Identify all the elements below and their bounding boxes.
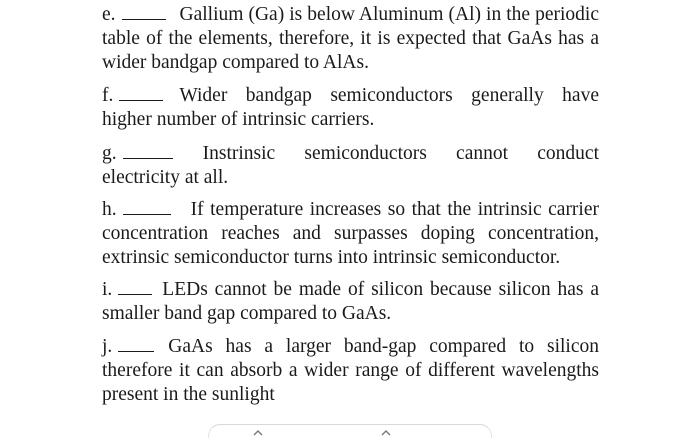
chevron-up-icon-glyph [381, 429, 391, 437]
question-g [102, 141, 599, 190]
question-h-letter: h. [102, 199, 117, 220]
question-f-letter: f. [102, 85, 114, 106]
answer-blank-h[interactable] [123, 197, 171, 215]
question-j-letter: j. [102, 336, 113, 357]
question-f-text: Wider bandgap semiconductors generally have higher number of intrinsic carriers. [102, 85, 599, 130]
question-i-letter: i. [102, 279, 113, 300]
question-h [102, 197, 599, 270]
question-h-text: If temperature increases so that the intrinsic carrier concentration reaches and surpasses doping concentration, extrinsic semiconductor turns into intrinsic semiconductor. [102, 199, 599, 268]
question-e [102, 2, 599, 75]
question-i [102, 277, 599, 326]
question-j [102, 334, 599, 407]
question-j-text: GaAs has a larger band-gap compared to silicon therefore it can absorb a wider range of different wavelengths present in the sunlight [102, 336, 599, 405]
answer-blank-e[interactable] [122, 2, 166, 20]
question-i-text: LEDs cannot be made of silicon because silicon has a smaller band gap compared to GaAs. [102, 279, 599, 324]
answer-blank-j[interactable] [118, 334, 154, 352]
question-list [102, 2, 599, 415]
question-e-text: Gallium (Ga) is below Aluminum (Al) in the periodic table of the elements, therefore, it is expected that GaAs has a wider bandgap compared to AlAs. [102, 4, 599, 73]
question-f [102, 83, 599, 132]
question-e-letter: e. [102, 4, 116, 25]
bottom-toolbar [208, 424, 492, 438]
answer-blank-i[interactable] [118, 277, 152, 295]
answer-blank-f[interactable] [119, 83, 163, 101]
question-g-letter: g. [102, 143, 117, 164]
chevron-up-icon[interactable] [381, 429, 391, 439]
chevron-up-icon[interactable] [253, 429, 263, 439]
question-g-text: Instrinsic semiconductors cannot conduct electricity at all. [102, 143, 599, 188]
answer-blank-g[interactable] [123, 141, 173, 159]
chevron-up-icon-glyph [253, 429, 263, 437]
